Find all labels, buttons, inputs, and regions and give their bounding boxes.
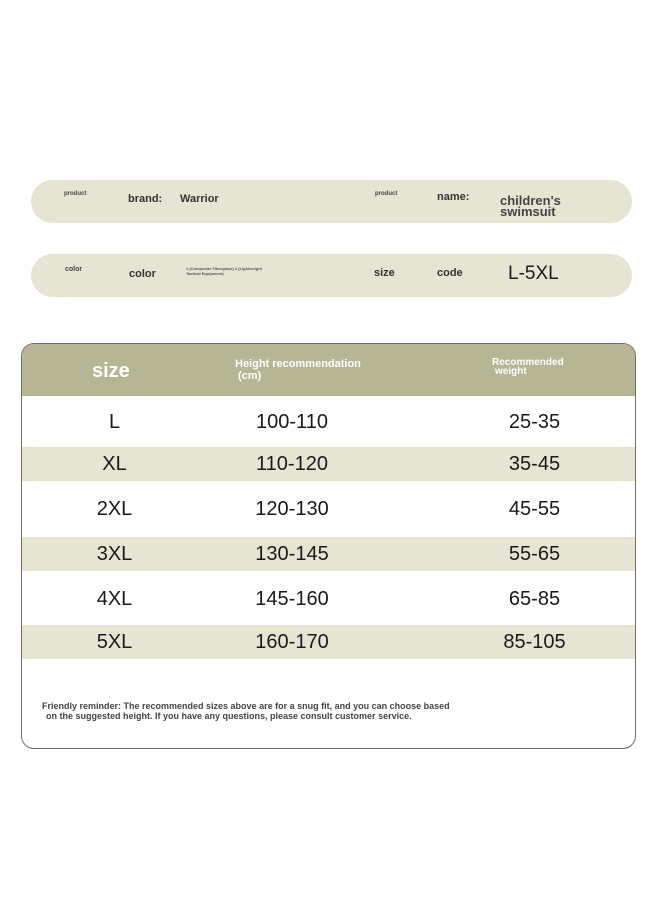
friendly-reminder-note bbox=[42, 701, 522, 721]
product-name-line-1: children's bbox=[500, 193, 561, 208]
table-row bbox=[22, 582, 635, 616]
row-size: 3XL bbox=[96, 542, 133, 565]
row-height: 130-145 bbox=[255, 542, 329, 565]
row-height: 100-110 bbox=[256, 410, 328, 433]
color-value-line-1: 1.(Composite Fiberglass) 2.(Lightweight bbox=[186, 266, 263, 271]
table-row bbox=[22, 405, 635, 439]
row-size: 5XL bbox=[96, 630, 133, 653]
size-chart-table bbox=[21, 343, 636, 749]
size-label: size bbox=[374, 267, 395, 279]
row-height: 120-130 bbox=[255, 497, 329, 520]
row-weight: 45-55 bbox=[508, 497, 561, 520]
note-line-2: on the suggested height. If you have any questions, please consult customer service. bbox=[46, 711, 412, 721]
header-height-line-2: (cm) bbox=[238, 370, 262, 382]
row-height: 160-170 bbox=[255, 630, 329, 653]
header-weight-line-1: Recommended bbox=[492, 357, 564, 368]
code-label: code bbox=[437, 267, 463, 279]
row-weight: 35-45 bbox=[508, 452, 561, 475]
header-weight bbox=[492, 358, 564, 376]
color-value-line-2: Tactical Equipment) bbox=[186, 271, 224, 276]
table-row bbox=[22, 537, 635, 571]
product-name-value bbox=[500, 195, 561, 217]
table-row bbox=[22, 625, 635, 659]
table-row bbox=[22, 447, 635, 481]
product-info-bar-brand bbox=[31, 180, 632, 223]
row-weight: 25-35 bbox=[508, 410, 561, 433]
row-height: 145-160 bbox=[255, 587, 329, 610]
table-header bbox=[22, 344, 635, 396]
product-small-label-2: product bbox=[375, 191, 398, 197]
color-label: color bbox=[129, 268, 156, 280]
row-size: 4XL bbox=[96, 587, 133, 610]
brand-label: brand: bbox=[128, 193, 163, 205]
row-weight: 85-105 bbox=[503, 630, 566, 653]
header-height-line-1: Height recommendation bbox=[235, 358, 361, 370]
header-height bbox=[235, 358, 361, 382]
color-small-label: color bbox=[65, 266, 83, 273]
note-line-1: Friendly reminder: The recommended sizes above are for a snug fit, and you can choose based bbox=[42, 701, 450, 711]
row-height: 110-120 bbox=[256, 452, 328, 475]
brand-value: Warrior bbox=[180, 193, 219, 205]
row-weight: 65-85 bbox=[508, 587, 561, 610]
product-info-bar-color-size bbox=[31, 254, 632, 297]
size-code-value: L-5XL bbox=[508, 263, 559, 284]
color-value bbox=[186, 266, 262, 276]
row-size: XL bbox=[102, 452, 127, 475]
header-size: size bbox=[92, 360, 130, 382]
row-size: 2XL bbox=[96, 497, 133, 520]
row-weight: 55-65 bbox=[508, 542, 561, 565]
table-row bbox=[22, 492, 635, 526]
product-name-line-2: swimsuit bbox=[500, 204, 556, 219]
name-label: name: bbox=[437, 191, 470, 203]
row-size: L bbox=[108, 410, 121, 433]
product-small-label: product bbox=[64, 191, 87, 197]
header-weight-line-2: weight bbox=[495, 366, 527, 377]
